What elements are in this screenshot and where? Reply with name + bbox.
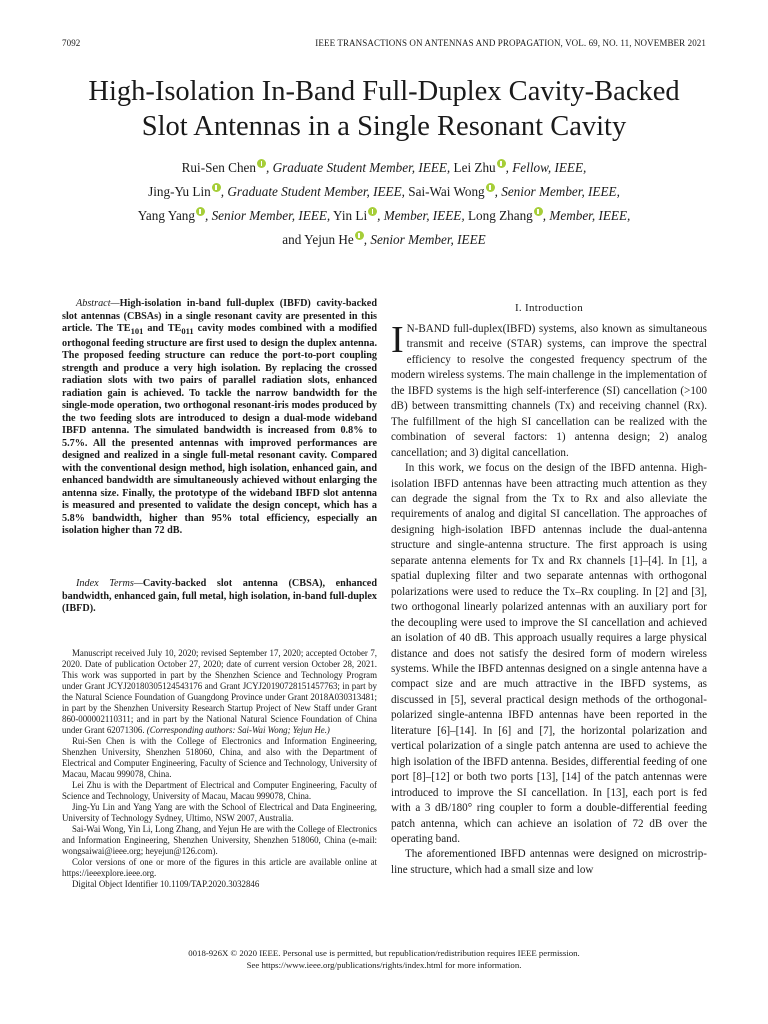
intro-paragraph: The aforementioned IBFD antennas were designed on microstrip-line structure, which had a small size and low [391, 848, 707, 876]
orcid-icon[interactable] [486, 183, 495, 192]
author-role: , Graduate Student Member, IEEE, [220, 184, 405, 199]
orcid-icon[interactable] [368, 207, 377, 216]
index-terms [62, 578, 377, 616]
orcid-icon[interactable] [534, 207, 543, 216]
affiliation-note: Lei Zhu is with the Department of Electrical and Computer Engineering, Faculty of Science and Technology, University of Macau, Macau 999078, China. [62, 780, 377, 801]
affiliation-note: Sai-Wai Wong, Yin Li, Long Zhang, and Yejun He are with the College of Electronics and Information Engineering, Shenzhen University, Shenzhen 518060, China (e-mail: wongsaiwai@ieee.org; heyejun@126.com). [62, 824, 377, 856]
color-note: Color versions of one or more of the figures in this article are available online at https://ieeexplore.ieee.org. [62, 857, 377, 878]
title-line-1: High-Isolation In-Band Full-Duplex Cavity-Backed [88, 76, 680, 107]
orcid-icon[interactable] [497, 159, 506, 168]
author-role: , Member, IEEE, [542, 208, 631, 223]
index-terms-lead: Index Terms— [76, 578, 143, 589]
author-name: Yin Li [333, 208, 368, 223]
manuscript-note [62, 648, 377, 736]
author-name: Rui-Sen Chen [181, 160, 257, 175]
mode-subscript: 101 [130, 326, 144, 337]
intro-paragraph [391, 319, 707, 461]
author-name: Yang Yang [137, 208, 195, 223]
author-conjunction: and [282, 232, 302, 247]
copyright-footer [40, 948, 728, 971]
journal-header: IEEE TRANSACTIONS ON ANTENNAS AND PROPAGATION, VOL. 69, NO. 11, NOVEMBER 2021 [315, 38, 706, 48]
author-list [40, 156, 728, 252]
author-line-3 [40, 204, 728, 228]
corresponding-authors: (Corresponding authors: Sai-Wai Wong; Yejun He.) [146, 725, 330, 735]
footnotes [62, 648, 377, 890]
author-role: , Fellow, IEEE, [505, 160, 587, 175]
author-role: , Senior Member, IEEE, [204, 208, 331, 223]
abstract-lead: Abstract— [76, 298, 120, 309]
index-terms-text [62, 578, 377, 616]
orcid-icon[interactable] [355, 231, 364, 240]
author-line-1 [40, 156, 728, 180]
author-name: Lei Zhu [453, 160, 496, 175]
abstract-sentence: High-isolation in-band full-duplex (IBFD) cavity-backed slot antennas (CBSAs) in a single resonant cavity are presented in this article. [62, 298, 377, 334]
author-role: , Senior Member, IEEE, [494, 184, 620, 199]
abstract-mode: and TE [147, 323, 182, 334]
orcid-icon[interactable] [196, 207, 205, 216]
author-role: , Senior Member, IEEE [363, 232, 486, 247]
copyright-line: 0018-926X © 2020 IEEE. Personal use is permitted, but republication/redistribution requires IEEE permission. [188, 948, 580, 958]
affiliation-note: Rui-Sen Chen is with the College of Electronics and Information Engineering, Shenzhen University, Shenzhen 518060, China, and also with the Department of Electrical and Computer Engineering, Faculty of Science and Technology, University of Macau, Macau 999078, China. [62, 736, 377, 779]
author-role: , Member, IEEE, [377, 208, 465, 223]
author-name: Sai-Wai Wong [408, 184, 485, 199]
title-line-2: Slot Antennas in a Single Resonant Cavity [141, 111, 627, 142]
author-role: , Graduate Student Member, IEEE, [266, 160, 451, 175]
abstract [62, 298, 377, 538]
section-heading: I. Introduction [514, 302, 584, 314]
orcid-icon[interactable] [212, 183, 221, 192]
index-terms-body: Cavity-backed slot antenna (CBSA), enhanced bandwidth, enhanced gain, full metal, high isolation, in-band full-duplex (IBFD). [62, 578, 377, 614]
author-name: Jing-Yu Lin [148, 184, 211, 199]
paper-title [40, 74, 728, 144]
abstract-body: cavity modes combined with a modified orthogonal feeding structure are first used to design the duplex antenna. The proposed feeding structure can reduce the port-to-port coupling strength and produce a very high isolation. By replacing the crossed radiation slots with two pairs of parallel radiation slots, enhanced radiation gain is achieved. To tackle the narrow bandwidth for the single-mode operation, two orthogonal resonant-iris modes produced by the two feeding slots are introduced to design a dual-mode wideband IBFD antenna. The simulated bandwidth is increased from 0.8% to 5.7%. All the presented antennas with improved performances are designed and realized in a single full-metal resonant cavity. Compared with the conventional design method, high isolation, enhanced gain, and enhanced bandwidth are simultaneously achieved without enlarging the antenna size. Finally, the prototype of the wideband IBFD slot antenna is measured and presented to validate the design concept, which has a 5.8% bandwidth, higher than 95% total efficiency, especially an isolation higher than 72 dB. [62, 323, 377, 537]
doi-note: Digital Object Identifier 10.1109/TAP.2020.3032846 [72, 879, 260, 889]
orcid-icon[interactable] [257, 159, 266, 168]
author-name: Yejun He [304, 232, 354, 247]
mode-subscript: 011 [181, 326, 194, 337]
intro-text: N-BAND full-duplex(IBFD) systems, also known as simultaneous transmit and receive (STAR) systems, can improve the spectral efficiency to resolve the congested frequency spectrum of the modern wireless systems. The main challenge in the implementation of the IBFD systems is the high self-interference (SI) cancellation (>100 dB) between transmitting channels (Tx) and receiving channel (Rx). The fulfillment of the high SI cancellation can be realized with the combination of several factors: 1) antenna design; 2) analog cancellation; and 3) digital cancellation. [391, 323, 707, 459]
dropcap-letter: I [391, 319, 404, 361]
author-line-4 [40, 228, 728, 252]
author-line-2 [40, 180, 728, 204]
intro-paragraph: In this work, we focus on the design of the IBFD antenna. High-isolation IBFD antennas have been attracting much attention as they can degrade the signal from the Tx to Rx and also alleviate the requirements of analog and digital SI cancellation. The approaches of designing high-isolation IBFD antennas include the dual-antenna structure and single-antenna structure. The first approach is using separate antenna elements for Tx and Rx channels [1]–[4]. In [1], a spatial duplexing filter and two separate antennas with orthogonal polarizations were used to reduce the Tx–Rx coupling. In [2] and [3], two orthogonal linearly polarized antennas with an auxiliary port for the decoupling were used to improve the SI cancellation and achieved an isolation of 40 dB. This approach usually requires a large physical distance and does not satisfy the desired form of modern wireless systems. While the IBFD antennas designed on a single antenna have a compact size and are much attractive in the IBFD systems, as discussed in [5], several practical design methods of the orthogonal-polarized single-antenna IBFD antennas have been reported in the literature [6]–[14]. In [6] and [7], the horizontal polarization and vertical polarization of a single patch antenna are used to achieve the high isolation of the IBFD antenna. Besides, differential feeding of one port [8]–[12] or both two ports [13], [14] of the patch antennas were introduced to improve the SI cancellation. In [13], each port is fed with a 3 dB/180° ring coupler to form a double-differential feeding patch antenna, which can achieve an isolation of 72 dB over the operating band. [391, 462, 707, 845]
abstract-mode: The TE [96, 323, 131, 334]
abstract-text [62, 298, 377, 538]
funding-text: Manuscript received July 10, 2020; revised September 17, 2020; accepted October 7, 2020. Date of publication October 27, 2020; date of current version October 28, 2021. This work was supported in part by the Shenzhen Science and Technology Program under Grant JCYJ20180305124543176 and Grant JCYJ20190728151457763; in part by the Natural Science Foundation of Guangdong Province under Grant 2018A030313481; in part by the Shenzhen University Research Startup Project of New Staff under Grant 860-000002110311; and in part by the National Natural Science Foundation of China under Grant 62071306. [62, 648, 377, 735]
author-name: Long Zhang [467, 208, 533, 223]
page-number: 7092 [62, 38, 81, 48]
rights-line[interactable]: See https://www.ieee.org/publications/rights/index.html for more information. [246, 959, 522, 970]
affiliation-note: Jing-Yu Lin and Yang Yang are with the School of Electrical and Data Engineering, University of Technology Sydney, Ultimo, NSW 2007, Australia. [62, 802, 377, 823]
introduction [391, 319, 707, 878]
